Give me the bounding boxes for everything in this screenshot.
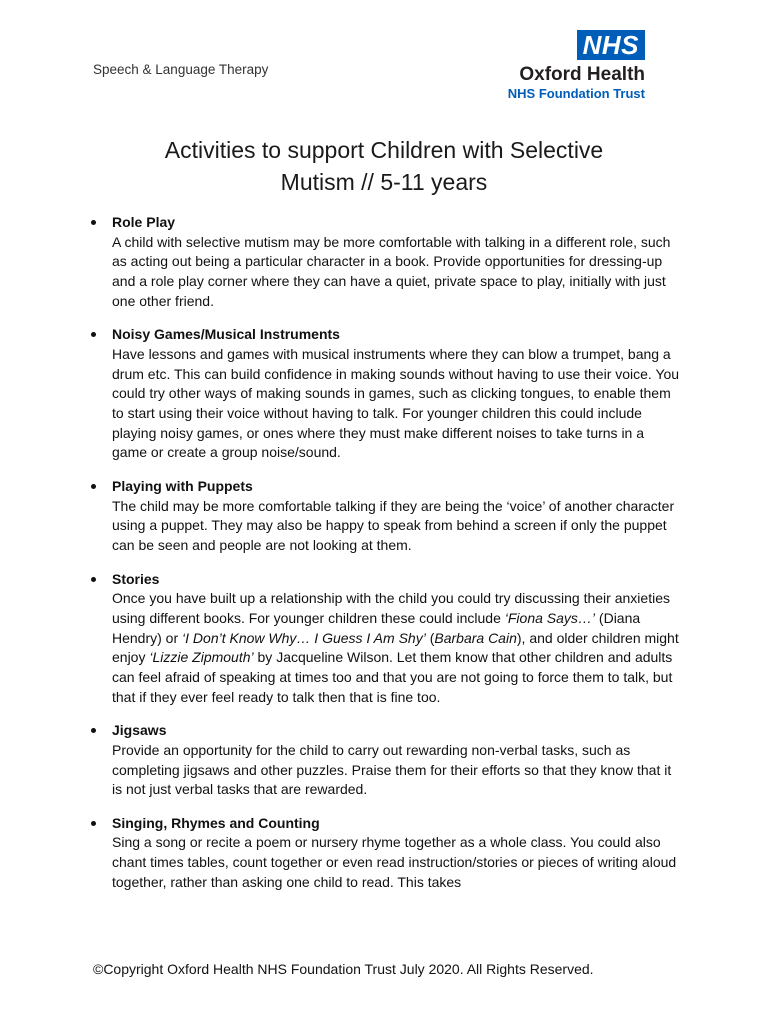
org-name: Oxford Health xyxy=(519,64,645,85)
section-stories xyxy=(91,570,681,708)
section-noisy-games xyxy=(91,325,681,463)
bullet-icon xyxy=(91,577,96,582)
title-line-2: Mutism // 5-11 years xyxy=(280,169,488,195)
body-text: by Jacqueline Wilson. Let them know that other children and adults can feel afraid of speaking at times too and that you are not going to force them to talk, but that if they ever feel ready to talk then that is fine too. xyxy=(112,649,673,705)
section-heading: Jigsaws xyxy=(112,722,167,739)
section-jigsaws xyxy=(91,721,681,800)
book-title: ‘Lizzie Zipmouth’ xyxy=(149,649,254,666)
org-subtitle: NHS Foundation Trust xyxy=(507,86,645,101)
bullet-icon xyxy=(91,728,96,733)
section-body: The child may be more comfortable talking if they are being the ‘voice’ of another character using a puppet. They may also be happy to speak from behind a screen if only the puppet can be seen and people are not looking at them. xyxy=(112,497,675,553)
title-line-1: Activities to support Children with Selective xyxy=(164,137,604,163)
author-name: Barbara Cain xyxy=(434,629,517,646)
section-heading: Noisy Games/Musical Instruments xyxy=(112,326,340,343)
page-title xyxy=(84,134,684,198)
body-text: Once you have built up a relationship with the child you could try discussing their anxieties using different books. For younger children these could include xyxy=(112,590,670,626)
copyright-footer: ©Copyright Oxford Health NHS Foundation Trust July 2020. All Rights Reserved. xyxy=(93,961,594,977)
section-singing xyxy=(91,814,681,893)
section-body: Provide an opportunity for the child to carry out rewarding non-verbal tasks, such as completing jigsaws and other puzzles. Praise them for their efforts so that they know that it is not just verbal tasks that are rewarded. xyxy=(112,741,672,798)
section-body: A child with selective mutism may be more comfortable with talking in a different role, such as acting out being a particular character in a book. Provide opportunities for dressing-up and a role play corner where they can have a quiet, private space to play, initially with just one other friend. xyxy=(112,233,671,309)
body-text: ( xyxy=(425,629,435,646)
nhs-badge: NHS xyxy=(577,30,645,60)
section-heading: Role Play xyxy=(112,214,176,230)
section-heading: Singing, Rhymes and Counting xyxy=(112,814,320,831)
section-heading: Stories xyxy=(112,570,160,587)
bullet-icon xyxy=(91,484,96,489)
book-title: ‘I Don’t Know Why… I Guess I Am Shy’ xyxy=(182,629,426,646)
department-label: Speech & Language Therapy xyxy=(93,62,269,77)
nhs-logo xyxy=(489,30,645,102)
bullet-icon xyxy=(91,332,96,337)
section-heading: Playing with Puppets xyxy=(112,478,253,495)
section-role-play xyxy=(91,213,681,311)
section-puppets xyxy=(91,477,681,556)
activity-list xyxy=(91,213,681,907)
bullet-icon xyxy=(91,220,96,225)
book-title: ‘Fiona Says…’ xyxy=(504,609,596,626)
section-body: Have lessons and games with musical instruments where they can blow a trumpet, bang a drum etc. This can build confidence in making sounds without having to use their voice. You could try other ways of making sounds in games, such as clicking tongues, to enable them to start using their voice without having to talk. For younger children this could include playing noisy games, or ones where they must make different noises to take turns in a game or create a group noise/sound. xyxy=(112,345,680,461)
section-body: Sing a song or recite a poem or nursery rhyme together as a whole class. You could also chant times tables, count together or even read instruction/stories or pieces of writing aloud together, rather than asking one child to read. This takes xyxy=(112,834,677,890)
body-text: (Diana Hendry) or xyxy=(112,609,641,646)
body-text: ), and older children might enjoy xyxy=(112,629,679,666)
bullet-icon xyxy=(91,821,96,826)
section-body xyxy=(112,589,681,707)
